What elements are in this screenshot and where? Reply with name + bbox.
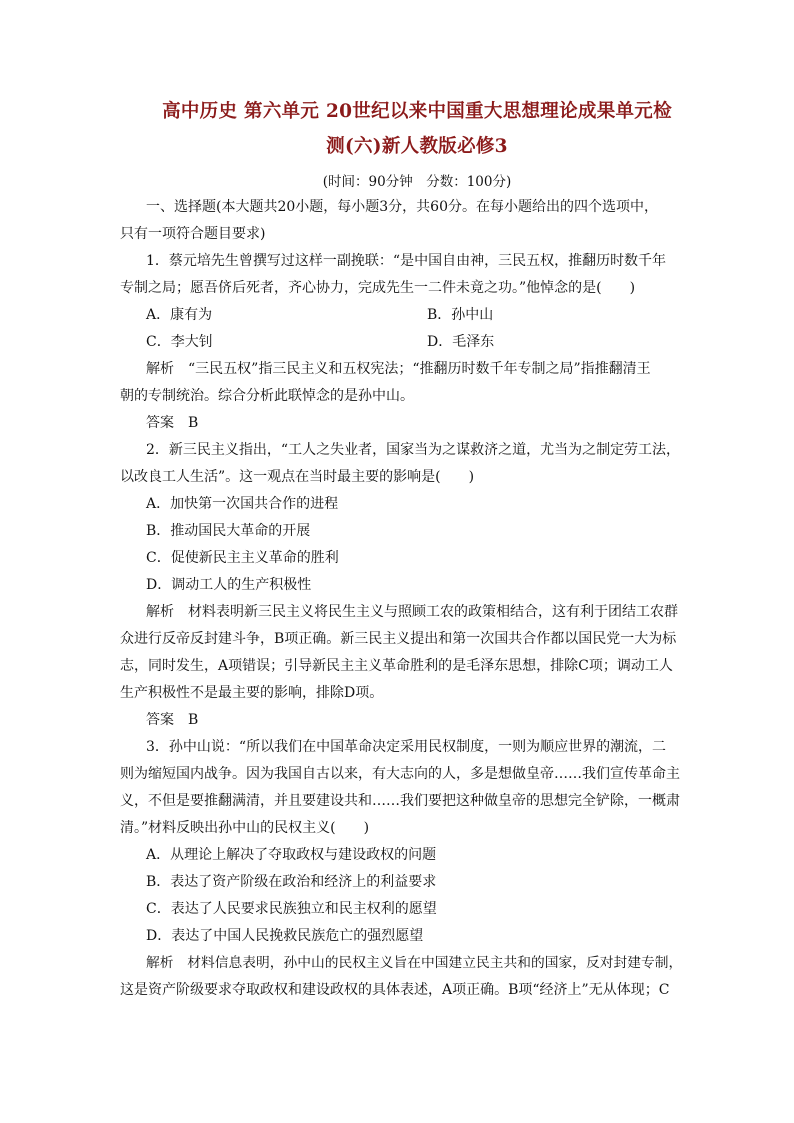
document-title-line-2: 测(六)新人教版必修3 <box>326 136 508 157</box>
section-heading: 一、选择题(本大题共20小题，每小题3分，共60分。在每小题给出的四个选项中， <box>146 199 658 215</box>
q3-analysis-cont: 这是资产阶级要求夺取政权和建设政权的具体表述，A项正确。B项“经济上”无从体现；C <box>120 982 670 998</box>
q2-analysis-cont-2: 志，同时发生，A项错误；引导新民主主义革命胜利的是毛泽东思想，排除C项；调动工人 <box>120 658 673 674</box>
q2-analysis: 解析 材料表明新三民主义将民生主义与照顾工农的政策相结合，这有利于团结工农群 <box>146 604 678 620</box>
q2-option-d: D．调动工人的生产积极性 <box>146 577 312 593</box>
q3-analysis: 解析 材料信息表明，孙中山的民权主义旨在中国建立民主共和的国家，反对封建专制， <box>146 955 683 971</box>
document-title-line-1: 高中历史 第六单元 20世纪以来中国重大思想理论成果单元检 <box>162 101 672 122</box>
q1-analysis: 解析 “三民五权”指三民主义和五权宪法；“推翻历时数千年专制之局”指推翻清王 <box>146 361 651 377</box>
q3-stem-cont-1: 则为缩短国内战争。因为我国自古以来，有大志向的人，多是想做皇帝……我们宣传革命主 <box>120 766 680 782</box>
q2-answer: 答案 B <box>146 712 199 728</box>
q2-option-a: A．加快第一次国共合作的进程 <box>146 496 339 512</box>
q2-option-b: B．推动国民大革命的开展 <box>146 523 311 539</box>
exam-info: (时间：90分钟 分数：100分) <box>322 174 512 190</box>
q3-stem-cont-2: 义，不但是要推翻满清，并且要建设共和……我们要把这种做皇帝的思想完全铲除，一概肃 <box>120 793 680 809</box>
q1-answer: 答案 B <box>146 415 199 431</box>
q2-analysis-cont-3: 生产积极性不是最主要的影响，排除D项。 <box>120 685 384 701</box>
q3-option-b: B．表达了资产阶级在政治和经济上的利益要求 <box>146 874 437 890</box>
q3-option-a: A．从理论上解决了夺取政权与建设政权的问题 <box>146 847 437 863</box>
q1-option-a: A．康有为 <box>146 307 213 323</box>
section-heading-cont: 只有一项符合题目要求) <box>120 226 266 242</box>
q2-stem: 2．新三民主义指出，“工人之失业者，国家当为之谋救济之道，尤当为之制定劳工法， <box>146 442 681 458</box>
q3-stem: 3．孙中山说：“所以我们在中国革命决定采用民权制度，一则为顺应世界的潮流，二 <box>146 739 667 755</box>
q2-stem-cont: 以改良工人生活”。这一观点在当时最主要的影响是( ) <box>120 469 475 485</box>
q1-stem: 1．蔡元培先生曾撰写过这样一副挽联：“是中国自由神，三民五权，推翻历时数千年 <box>146 253 667 269</box>
q2-option-c: C．促使新民主主义革命的胜利 <box>146 550 339 566</box>
q1-option-b: B．孙中山 <box>427 307 494 323</box>
q1-analysis-cont: 朝的专制统治。综合分析此联悼念的是孙中山。 <box>120 388 414 404</box>
q1-option-c: C．李大钊 <box>146 334 213 350</box>
q3-option-d: D．表达了中国人民挽救民族危亡的强烈愿望 <box>146 928 424 944</box>
q3-stem-cont-3: 清。”材料反映出孙中山的民权主义( ) <box>120 820 370 836</box>
q1-stem-cont: 专制之局；愿吾侪后死者，齐心协力，完成先生一二件未竟之功。”他悼念的是( ) <box>120 280 636 296</box>
q2-analysis-cont-1: 众进行反帝反封建斗争，B项正确。新三民主义提出和第一次国共合作都以国民党一大为标 <box>120 631 677 647</box>
q1-option-d: D．毛泽东 <box>427 334 495 350</box>
q3-option-c: C．表达了人民要求民族独立和民主权利的愿望 <box>146 901 437 917</box>
